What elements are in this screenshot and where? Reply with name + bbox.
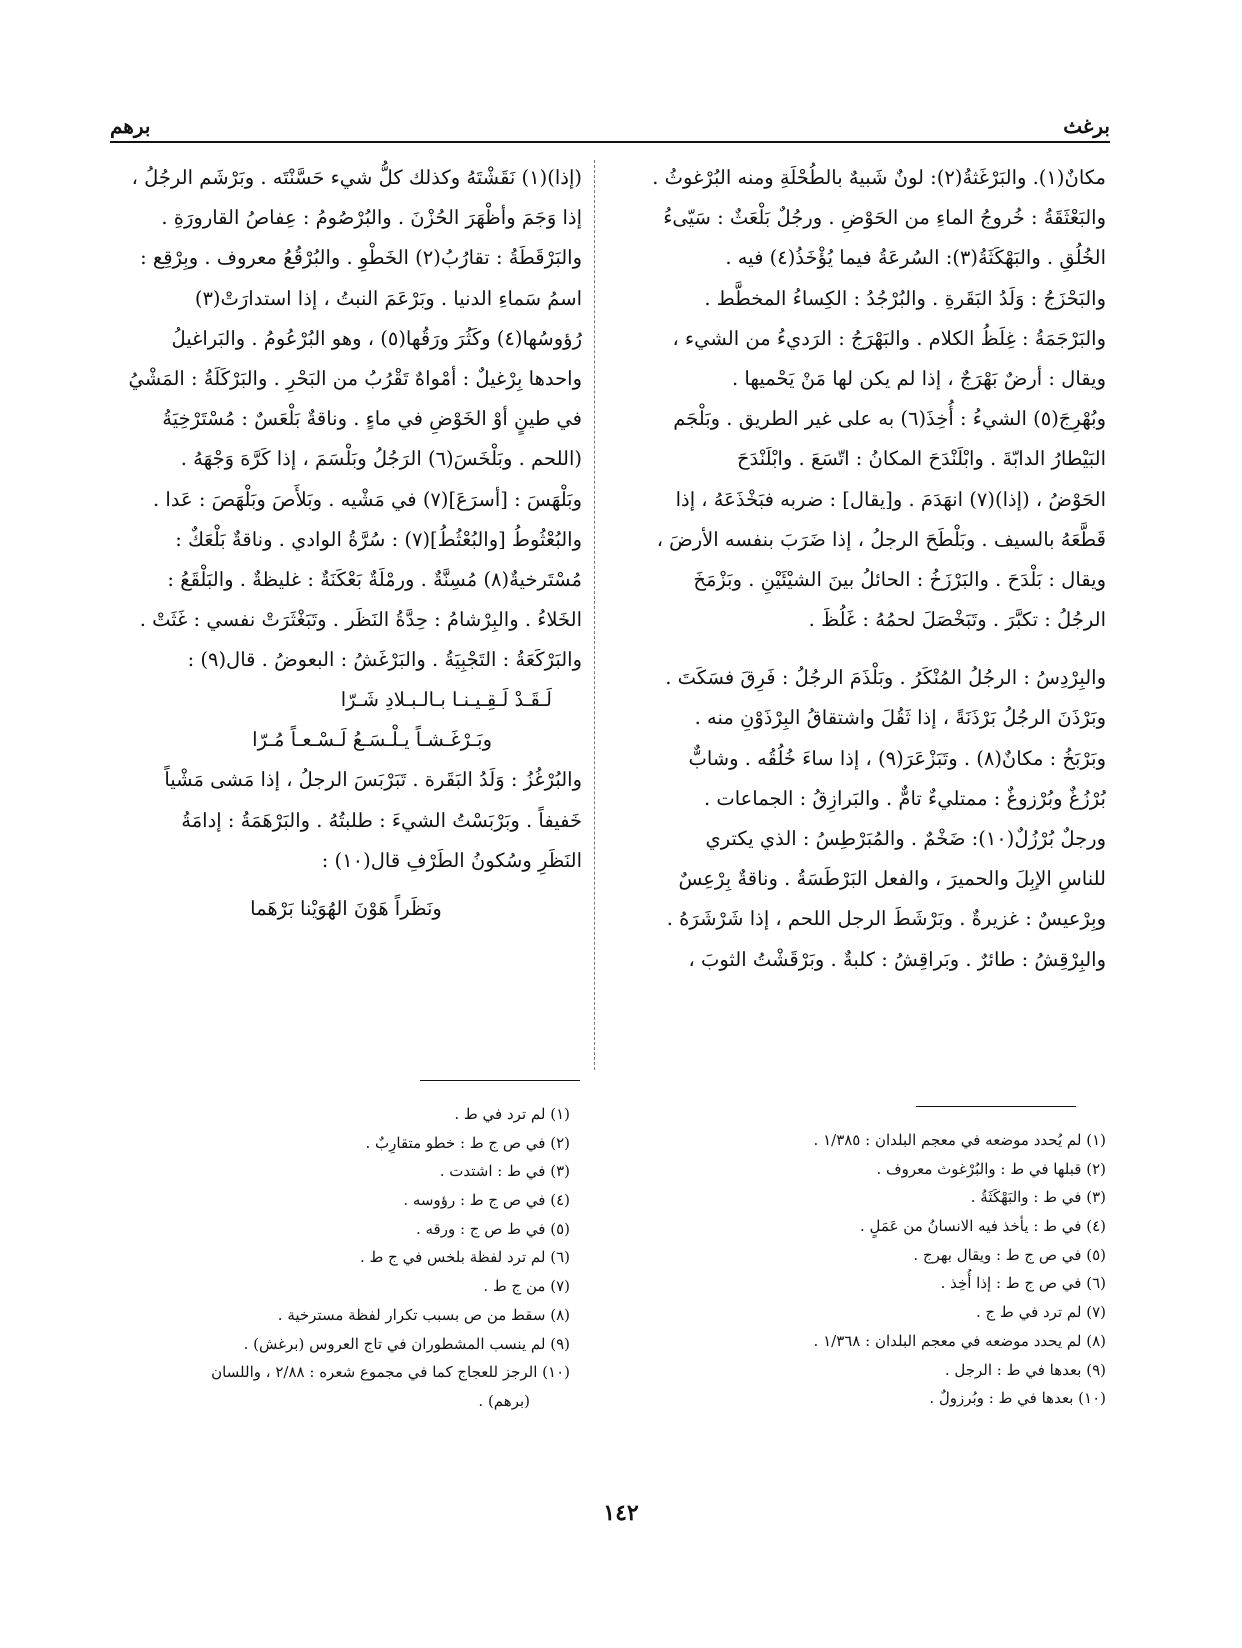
text-line: والبُرْغُزُ : وَلَدُ البَقَرة . تَبَرْبَسَ الرجلُ ، إذا مَشى مَشْياً xyxy=(164,768,582,792)
text-line: في طينٍ أوْ الخَوْضِ في ماءٍ . وناقةٌ بَلْعَسٌ : مُسْتَرْخِيَةُ xyxy=(162,407,582,431)
text-line: والبَرْقَطَةُ : تقارُبُ(٢) الخَطْوِ . والبُرْقُعُ معروف . وبِرْقِع : xyxy=(140,246,582,270)
verse-line: لَـقَـدْ لَـقِـيـنـا بـالـبـلادِ شَـرّا xyxy=(340,688,552,712)
text-line: والبَرْكَعَةُ : التَجْبِيَةُ . والبَرْغَشُ : البعوضُ . قال(٩) : xyxy=(187,648,582,672)
text-line: قَطَّعَهُ بالسيف . وبَلْطَحَ الرجلُ ، إذا ضَرَبَ بنفسه الأرضَ ، xyxy=(656,527,1106,551)
footnote: (٩) بعدها في ط : الرجل . xyxy=(944,1360,1106,1379)
footnote: (٤) في ص ج ط : رؤوسه . xyxy=(403,1191,570,1210)
header-right-word: برغث xyxy=(1063,114,1110,138)
footnote: (١) لم يُحدد موضعه في معجم البلدان : ١/٣٨٥ . xyxy=(813,1131,1106,1149)
left-paragraph-2 xyxy=(110,760,582,881)
text-line: (اللحم . وبَلْخَسَ(٦) الرَجُلُ وبَلْسَمَ ، إذا كَرَّهَ وَجْهَهُ . xyxy=(180,447,582,471)
footnote: (٨) لم يحدد موضعه في معجم البلدان : ١/٣٦٨ . xyxy=(813,1331,1106,1350)
text-line: ويقال : بَلْدَحَ . والبَرْزَخُ : الحائلُ بينَ الشيْئَيْنِ . وبَزْمَخَ xyxy=(693,567,1106,591)
text-line: للناسِ الإبِلَ والحميرَ ، والفعل البَرْطَسَةُ . وناقةٌ بِرْعِسٌ xyxy=(678,867,1106,891)
left-footnotes xyxy=(110,1100,570,1416)
footnote: (١٠) بعدها في ط : وبُرزولٌ . xyxy=(929,1389,1106,1408)
footnote: (٢) قبلها في ط : والبُرْغوث معروف . xyxy=(876,1159,1106,1178)
header-left-word: برهم xyxy=(110,114,151,138)
text-line: إذا وَجَمَ وأظْهَرَ الحُزْنَ . والبُرْصُومُ : عِفاصُ القارورَةِ . xyxy=(161,206,582,230)
text-line: الخَلاءُ . والبِرْشامُ : حِدَّةُ النَظَر . وتَبَغْثَرَتْ نفسي : غَثَتْ . xyxy=(139,608,582,632)
footnote-rule-right xyxy=(916,1106,1076,1107)
text-line: مُسْتَرخيةٌ(٨) مُسِنَّةٌ . ورمْلَةٌ بَعْكَنَةٌ : غليظةٌ . والبَلْقَعُ : xyxy=(167,567,582,591)
text-line: اسمُ سَماءِ الدنيا . وبَرْعَمَ النبتُ ، إذا استدارَتْ(٣) xyxy=(194,286,582,310)
right-column xyxy=(606,158,1106,980)
footnote: (٦) في ص ج ط : إذا أُخِذ . xyxy=(940,1274,1106,1293)
text-line: والبَرْجَمَةُ : غِلَظُ الكلام . والبَهْرَجُ : الرَديءُ من الشيء ، xyxy=(672,326,1106,350)
column-divider xyxy=(594,160,595,1070)
text-line: رُؤوسُها(٤) وكَثُرَ ورَقُها(٥) ، وهو البُرْعُومُ . والبَراغيلُ xyxy=(171,326,582,350)
text-line: والبَحْزَجُ : وَلَدُ البَقَرةِ . والبُرْجُدُ : الكِساءُ المخطَّط . xyxy=(704,286,1106,310)
footnote: (٥) في ص ج ط : ويقال بهرج . xyxy=(913,1245,1106,1264)
footnote: (١) لم ترد في ط . xyxy=(454,1105,570,1123)
footnote: (٩) لم ينسب المشطوران في تاج العروس (برغش) . xyxy=(243,1334,570,1353)
text-line: وبَلْهَسَ : [أسرَعَ](٧) في مَشْيه . وبَلأَصَ وبَلْهَصَ : عَدا . xyxy=(152,487,582,511)
text-line: البَيْطارُ الدابّةَ . وابْلَنْدَحَ المكانُ : اتّسَعَ . وابْلَنْدَحَ xyxy=(736,447,1106,471)
text-line: ورجلٌ بُرْزُلٌ(١٠): ضَخْمٌ . والمُبَرْطِسُ : الذي يكتري xyxy=(705,827,1106,850)
verse-line-centered: ونَظَراً هَوْنَ الهُوَيْنا بَرْهَما xyxy=(250,897,442,920)
left-paragraph-1 xyxy=(110,158,582,680)
text-line: والبُعْثُوطُ [والبُعْثُطُ](٧) : سُرَّةُ الوادي . وناقةٌ بَلْعَكٌ : xyxy=(175,527,582,551)
verse-line: وبَـرْغَـشـاً يـلْـسَـعُ لَـسْـعـاً مُـرّا xyxy=(252,728,492,752)
text-line: الرجُلُ : تكبَّرَ . وتَبَخْصَلَ لحمُهُ : غَلُظَ . xyxy=(808,608,1106,632)
footnote: (٣) في ط : اشتدت . xyxy=(439,1162,570,1181)
running-header xyxy=(110,114,1110,138)
text-line: وبِرْعيسٌ : غزيرةٌ . وبَرْشَطَ الرجل اللحم ، إذا شَرْشَرَهُ . xyxy=(666,907,1106,931)
text-line: والبَعْثَقَةُ : خُروجُ الماءِ من الحَوْضِ . ورجُلٌ بَلْعَثٌ : سَيّىءُ xyxy=(663,206,1106,230)
text-line: الخُلُقِ . والبَهْكَثَةُ(٣): السُرعَةُ فيما يُؤْخَذُ(٤) فيه . xyxy=(725,246,1106,270)
right-paragraph-1 xyxy=(606,158,1106,640)
footnote: (٦) لم ترد لفظة بلخس في ج ط . xyxy=(359,1248,570,1267)
footnote: (٧) لم ترد في ط ج . xyxy=(975,1303,1106,1322)
text-line: والبِرْدِسُ : الرجُلُ المُنْكَرُ . وبَلْذَمَ الرجُلُ : فَرِقَ فسَكَتَ . xyxy=(665,666,1106,690)
right-paragraph-2 xyxy=(606,658,1106,980)
footnote: (٣) في ط : والبَهْكَثَةُ . xyxy=(970,1188,1106,1207)
footnote: (٢) في ص ج ط : خطو متقارِبٌ . xyxy=(365,1133,570,1152)
footnote: (١٠) الرجز للعجاج كما في مجموع شعره : ٢/٨٨ ، واللسان xyxy=(211,1363,570,1382)
left-column xyxy=(110,158,582,931)
verse-block xyxy=(110,680,582,760)
text-line: بُرْزُغٌ وبُرْزوغٌ : ممتليءٌ تامٌّ . والبَرازِقُ : الجماعات . xyxy=(703,786,1106,810)
text-line: مكانٌ(١). والبَرْغَثةُ(٢): لونٌ شَبيهٌ بالطُحْلَةِ ومنه البُرْغوثُ . xyxy=(652,166,1106,189)
footnote: (٨) سقط من ص بسبب تكرار لفظة مسترخية . xyxy=(277,1305,570,1324)
footnote: (٥) في ط ص ج : ورقه . xyxy=(415,1219,570,1238)
footnote: (٧) من ج ط . xyxy=(483,1277,570,1296)
footnote-rule-left xyxy=(420,1080,580,1081)
text-line: (إذا)(١) نَقَشْتَهُ وكذلك كلُّ شيء حَسَّنْتَه . وبَرْشَم الرجُلُ ، xyxy=(131,166,582,189)
text-line: وبُهْرِجَ(٥) الشيءُ : أُخِذَ(٦) به على غير الطريق . وبَلْجَم xyxy=(673,407,1106,431)
text-line: وبَرْبَخُ : مكانٌ(٨) . وتَبَزْعَرَ(٩) ، إذا ساءَ خُلُقُه . وشابٌّ xyxy=(688,746,1106,770)
header-rule xyxy=(110,141,1110,143)
page-number: ١٤٢ xyxy=(603,1500,639,1526)
footnote: (٤) في ط : يأخذ فيه الانسانُ من عَمَلٍ . xyxy=(860,1217,1106,1236)
text-line: خَفيفاً . وبَرْبَسْتُ الشيءَ : طلبتُهُ . والبَرْهَمَةُ : إدامَةُ xyxy=(181,808,582,832)
text-line: النَظَرِ وسُكونُ الطَرْفِ قال(١٠) : xyxy=(321,848,582,872)
text-line: وبَرْذَنَ الرجُلُ بَرْذَنَةً ، إذا ثَقُلَ واشتقاقُ البِرْذَوْنِ منه . xyxy=(694,706,1106,730)
footnote: (برهم) . xyxy=(478,1391,530,1410)
text-line: الحَوْضُ ، (إذا)(٧) انهَدَمَ . و[يقال] : ضربه فبَخْذَعَهُ ، إذا xyxy=(675,487,1106,511)
text-line: ويقال : أرضٌ بَهْرَجٌ ، إذا لم يكن لها مَنْ يَحْميها . xyxy=(732,366,1106,390)
text-line: والبِرْقِشُ : طائرٌ . وبَراقِشُ : كلبةٌ . وبَرْقَشْتُ الثوبَ ، xyxy=(688,947,1106,971)
text-line: واحدها بِرْغيلٌ : أمْواهٌ تَقْرُبُ من البَحْرِ . والبَرْكَلَةُ : المَشْيُ xyxy=(128,366,582,390)
right-footnotes xyxy=(606,1126,1106,1413)
